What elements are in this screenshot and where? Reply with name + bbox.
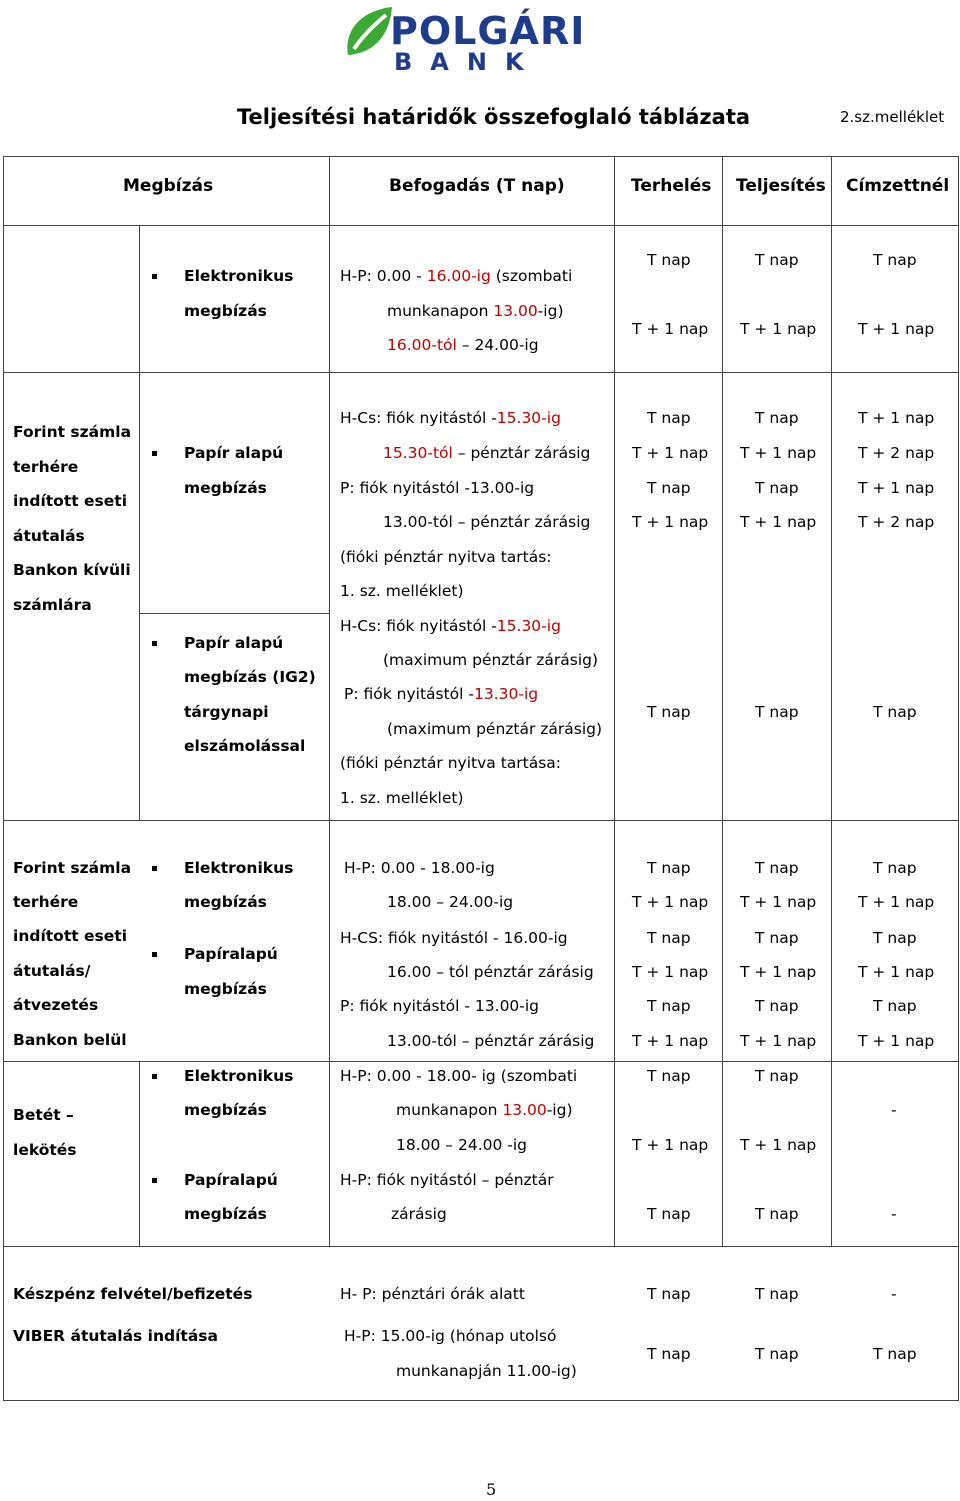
s3-bef: H-CS: fiók nyitástól - 16.00-ig xyxy=(340,929,568,947)
s2-b1-l2: 15.30-tól – pénztár zárásig xyxy=(383,444,591,462)
s3-p: megbízás xyxy=(184,980,267,998)
s5-l1: Készpénz felvétel/befizetés xyxy=(13,1285,253,1303)
header-megbizas: Megbízás xyxy=(123,176,214,196)
s3-terh: T + 1 nap xyxy=(632,963,709,981)
s4-cimz: - xyxy=(891,1101,897,1119)
s1-terh: T nap xyxy=(647,251,691,269)
s4-p: Papíralapú xyxy=(184,1171,278,1189)
s4-terh: T nap xyxy=(647,1067,691,1085)
s3-cimz: T nap xyxy=(873,859,917,877)
s3-left: Bankon belül xyxy=(13,1031,127,1049)
s3-cimz: T + 1 nap xyxy=(858,963,935,981)
s3-left: terhére xyxy=(13,893,79,911)
s2-p1: Papír alapú xyxy=(184,444,284,462)
s2-left: Bankon kívüli xyxy=(13,561,131,579)
s2-p2-telj: T nap xyxy=(755,703,799,721)
s3-e: megbízás xyxy=(184,893,267,911)
s2-b1-l1: H-Cs: fiók nyitástól -15.30-ig xyxy=(340,409,561,427)
page-title: Teljesítési határidők összefoglaló táblázata xyxy=(237,105,751,129)
s2-b2-l2: (maximum pénztár zárásig) xyxy=(383,651,599,669)
s2-b2-l4: (maximum pénztár zárásig) xyxy=(387,720,603,738)
s2-left: átutalás xyxy=(13,527,85,545)
s3-p: Papíralapú xyxy=(184,945,278,963)
s3-cimz: T + 1 nap xyxy=(858,893,935,911)
s3-telj: T nap xyxy=(755,929,799,947)
s2-left: Forint számla xyxy=(13,423,132,441)
s4-telj: T nap xyxy=(755,1205,799,1223)
s4-b5: zárásig xyxy=(391,1205,447,1223)
s1-type: megbízás xyxy=(184,302,267,320)
s3-telj: T nap xyxy=(755,997,799,1015)
s2-b1-l3: P: fiók nyitástól -13.00-ig xyxy=(340,479,535,497)
s2-b1-l6: 1. sz. melléklet) xyxy=(340,582,464,600)
s3-telj: T + 1 nap xyxy=(740,1032,817,1050)
s2-b2-l6: 1. sz. melléklet) xyxy=(340,789,464,807)
s5-v1: T nap xyxy=(755,1285,799,1303)
s4-left: lekötés xyxy=(13,1141,77,1159)
s4-b2: munkanapon 13.00-ig) xyxy=(396,1101,573,1119)
s1-cimz: T + 1 nap xyxy=(858,320,935,338)
s2-telj: T + 1 nap xyxy=(740,444,817,462)
s3-terh: T nap xyxy=(647,929,691,947)
s2-b2-l3: P: fiók nyitástól -13.30-ig xyxy=(344,685,539,703)
s4-b3: 18.00 – 24.00 -ig xyxy=(396,1136,528,1154)
s1-cimz: T nap xyxy=(873,251,917,269)
bullet xyxy=(152,866,157,871)
s2-b1-l5: (fióki pénztár nyitva tartás: xyxy=(340,548,552,566)
s1-bef-1: H-P: 0.00 - 16.00-ig (szombati xyxy=(340,267,573,285)
header-teljesites: Teljesítés xyxy=(736,176,826,196)
s3-bef: 13.00-tól – pénztár zárásig xyxy=(387,1032,595,1050)
s4-left: Betét – xyxy=(13,1106,74,1124)
s5-b1: H- P: pénztári órák alatt xyxy=(340,1285,525,1303)
s3-e: Elektronikus xyxy=(184,859,294,877)
annex-label: 2.sz.melléklet xyxy=(840,108,945,126)
s4-b1: H-P: 0.00 - 18.00- ig (szombati xyxy=(340,1067,578,1085)
s3-telj: T + 1 nap xyxy=(740,963,817,981)
s4-terh: T nap xyxy=(647,1205,691,1223)
s3-bef: H-P: 0.00 - 18.00-ig xyxy=(344,859,495,877)
s2-left: számlára xyxy=(13,596,92,614)
s2-b2-l1: H-Cs: fiók nyitástól -15.30-ig xyxy=(340,617,561,635)
s5-v1: T nap xyxy=(647,1285,691,1303)
page-number: 5 xyxy=(486,1480,497,1499)
s4-cimz: - xyxy=(891,1205,897,1223)
s4-e: Elektronikus xyxy=(184,1067,294,1085)
s5-l2: VIBER átutalás indítása xyxy=(13,1327,218,1345)
s5-v2: T nap xyxy=(647,1345,691,1363)
s2-p2-cimz: T nap xyxy=(873,703,917,721)
s1-telj: T + 1 nap xyxy=(740,320,817,338)
s3-left: Forint számla xyxy=(13,859,132,877)
logo-bottom: BANK xyxy=(394,48,542,76)
s3-cimz: T nap xyxy=(873,997,917,1015)
s2-telj: T nap xyxy=(755,409,799,427)
header-cimzettnel: Címzettnél xyxy=(846,176,950,196)
s2-left: indított eseti xyxy=(13,492,128,510)
bullet xyxy=(152,641,157,646)
s3-bef: P: fiók nyitástól - 13.00-ig xyxy=(340,997,540,1015)
s1-bef-2: munkanapon 13.00-ig) xyxy=(387,302,564,320)
s2-terh: T + 1 nap xyxy=(632,513,709,531)
s3-bef: 18.00 – 24.00-ig xyxy=(387,893,514,911)
s2-terh: T + 1 nap xyxy=(632,444,709,462)
s2-cimz: T + 2 nap xyxy=(858,513,935,531)
s2-p2-terh: T nap xyxy=(647,703,691,721)
s5-v1: - xyxy=(891,1285,897,1303)
bullet xyxy=(152,274,157,279)
s2-p2: elszámolással xyxy=(184,737,306,755)
s3-terh: T + 1 nap xyxy=(632,1032,709,1050)
s1-telj: T nap xyxy=(755,251,799,269)
s1-type: Elektronikus xyxy=(184,267,294,285)
s3-left: indított eseti xyxy=(13,927,128,945)
bullet xyxy=(152,1074,157,1079)
s4-b4: H-P: fiók nyitástól – pénztár xyxy=(340,1171,554,1189)
s1-terh: T + 1 nap xyxy=(632,320,709,338)
s2-cimz: T + 1 nap xyxy=(858,409,935,427)
s3-left: átutalás/ xyxy=(13,962,91,980)
s4-e: megbízás xyxy=(184,1101,267,1119)
bullet xyxy=(152,451,157,456)
s3-bef: 16.00 – tól pénztár zárásig xyxy=(387,963,594,981)
s3-telj: T nap xyxy=(755,859,799,877)
s2-cimz: T + 2 nap xyxy=(858,444,935,462)
s1-bef-3: 16.00-tól – 24.00-ig xyxy=(387,336,539,354)
s2-left: terhére xyxy=(13,458,79,476)
header-terheles: Terhelés xyxy=(631,176,712,196)
s3-telj: T + 1 nap xyxy=(740,893,817,911)
s2-b2-l5: (fióki pénztár nyitva tartása: xyxy=(340,754,562,772)
s2-terh: T nap xyxy=(647,409,691,427)
s2-telj: T + 1 nap xyxy=(740,513,817,531)
s3-terh: T nap xyxy=(647,859,691,877)
s5-b2a: H-P: 15.00-ig (hónap utolsó xyxy=(344,1327,557,1345)
s2-p2: megbízás (IG2) xyxy=(184,668,316,686)
s3-cimz: T nap xyxy=(873,929,917,947)
s4-telj: T nap xyxy=(755,1067,799,1085)
s5-v2: T nap xyxy=(755,1345,799,1363)
bullet xyxy=(152,952,157,957)
s3-terh: T nap xyxy=(647,997,691,1015)
s2-p2: Papír alapú xyxy=(184,634,284,652)
s3-terh: T + 1 nap xyxy=(632,893,709,911)
s2-cimz: T + 1 nap xyxy=(858,479,935,497)
s5-b2b: munkanapján 11.00-ig) xyxy=(396,1362,577,1380)
s2-telj: T nap xyxy=(755,479,799,497)
logo-top: POLGÁRI xyxy=(390,9,586,53)
s3-left: átvezetés xyxy=(13,996,99,1014)
header-befogadas: Befogadás (T nap) xyxy=(389,176,565,196)
s5-v2: T nap xyxy=(873,1345,917,1363)
s2-b1-l4: 13.00-tól – pénztár zárásig xyxy=(383,513,591,531)
s4-p: megbízás xyxy=(184,1205,267,1223)
s2-p1: megbízás xyxy=(184,479,267,497)
logo xyxy=(340,3,586,83)
s2-p2: tárgynapi xyxy=(184,703,269,721)
bullet xyxy=(152,1178,157,1183)
s3-cimz: T + 1 nap xyxy=(858,1032,935,1050)
s4-telj: T + 1 nap xyxy=(740,1136,817,1154)
s2-terh: T nap xyxy=(647,479,691,497)
s4-terh: T + 1 nap xyxy=(632,1136,709,1154)
